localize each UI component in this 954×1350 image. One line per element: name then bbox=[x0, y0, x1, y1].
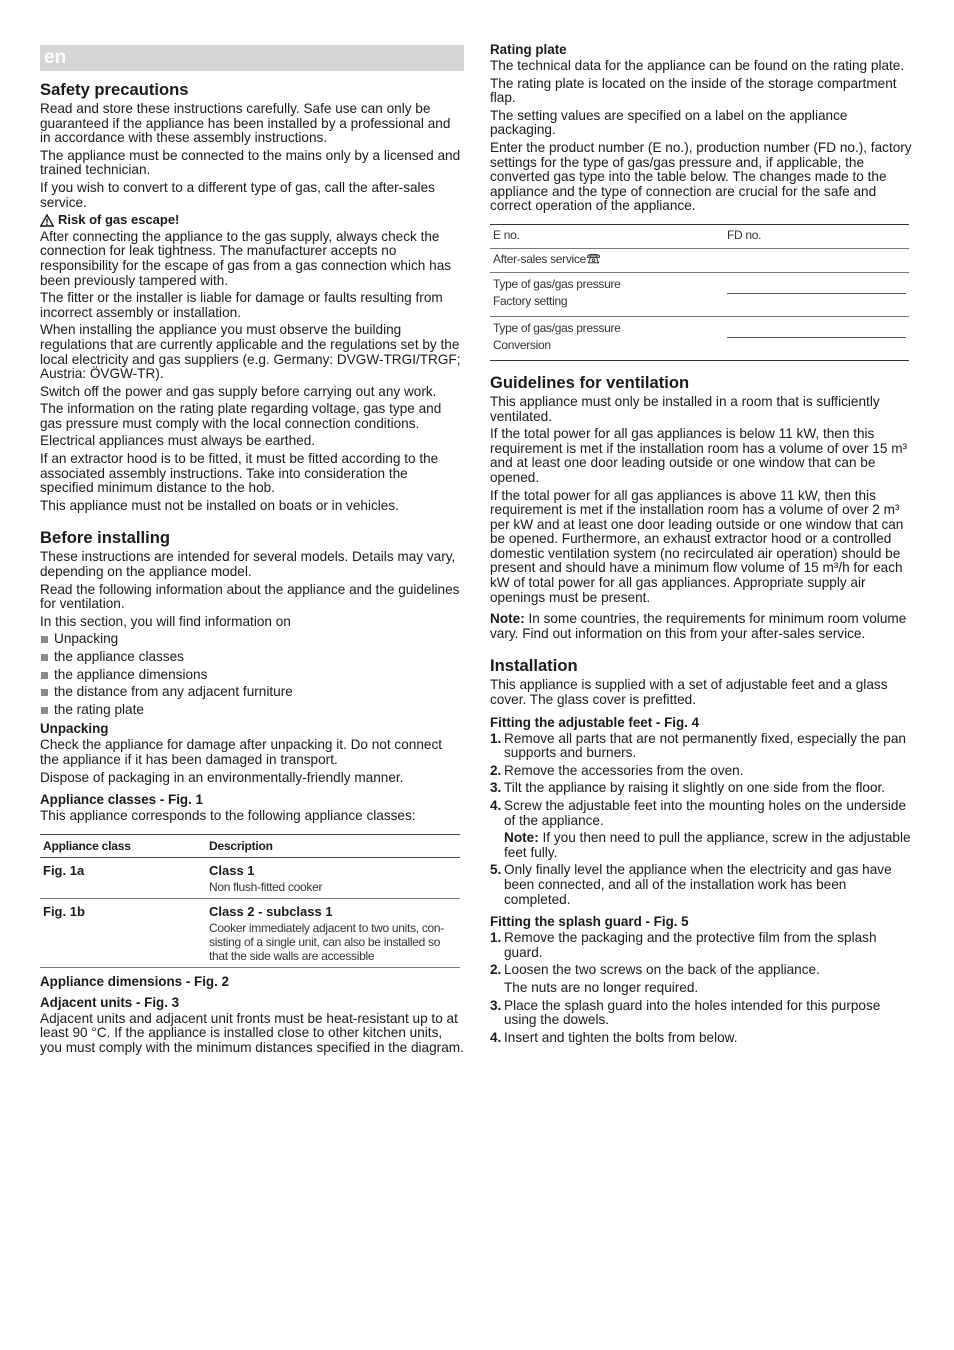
factory-input-line bbox=[727, 273, 906, 294]
fd-no-label: FD no. bbox=[724, 224, 909, 248]
feet-title: Fitting the adjustable feet - Fig. 4 bbox=[490, 714, 700, 730]
table-row bbox=[490, 272, 909, 316]
ventilation-title: Guidelines for ventilation bbox=[490, 372, 690, 392]
safety-w3: When installing the appliance you must observe the building regulations that are currently applicable and the regulations set by the local electricity and gas suppliers (e.g. Germany: DVGW-TRGI/TRGF; Austria: ÖVGW-TR). bbox=[40, 322, 461, 382]
splash-title: Fitting the splash guard - Fig. 5 bbox=[490, 914, 689, 930]
list-item: Unpacking bbox=[40, 632, 464, 647]
e-no-label: E no. bbox=[490, 224, 724, 248]
splash-steps-cont bbox=[490, 999, 914, 1046]
safety-w7: If an extractor hood is to be fitted, it must be fitted according to the associated assembly instructions. Take into consideration the specified minimum distance to the hob. bbox=[40, 451, 439, 496]
unpacking-title: Unpacking bbox=[40, 721, 109, 737]
safety-w5: The information on the rating plate regarding voltage, gas type and gas pressure must comply with the local connection conditions. bbox=[40, 401, 442, 431]
appliance-class-table bbox=[40, 834, 460, 968]
safety-w4: Switch off the power and gas supply before carrying out any work. bbox=[40, 383, 437, 399]
before-title: Before installing bbox=[40, 528, 171, 548]
conversion-value-cell bbox=[724, 316, 909, 360]
safety-p2: The appliance must be connected to the mains only by a licensed and trained technician. bbox=[40, 147, 461, 178]
list-item: 4. Insert and tighten the bolts from below. bbox=[490, 1029, 738, 1045]
before-p3: In this section, you will find information on bbox=[40, 613, 291, 629]
rating-p1: The technical data for the appliance can be found on the rating plate. bbox=[490, 58, 905, 73]
ventilation-p3: If the total power for all gas appliances is above 11 kW, then this requirement is met if the installation room has a volume of over 2 m³ per kW and at least one door leading outside or one window that can be opened. Furthermore, an exhaust extractor hood or a controlled domestic ventilation system (no recirculated air operation) should be present and should have a minimum flow volume of 15 m³/h for each kW of total power for all gas appliances. Appropriate supply air openings must be present. bbox=[490, 487, 904, 605]
splash-steps bbox=[490, 931, 914, 978]
safety-w1: After connecting the appliance to the gas supply, always check the connection for leak tightness. The manufacturer accepts no responsibility for the escape of gas from a gas connection which has been previously tampered with. bbox=[40, 228, 452, 288]
rating-p4: Enter the product number (E no.), production number (FD no.), factory settings for the type of gas/gas pressure and, if applicable, the converted gas type into the table below. The changes made to the appliance and the type of connection are crucial for the safe and correct operation of the appliance. bbox=[490, 139, 912, 214]
class-fig: Fig. 1a bbox=[40, 858, 206, 899]
class-fig: Fig. 1b bbox=[40, 898, 206, 967]
ventilation-p1: This appliance must only be installed in a room that is sufficiently ventilated. bbox=[490, 393, 880, 424]
list-item: 2. Remove the accessories from the oven. bbox=[490, 762, 744, 778]
warning-title: Risk of gas escape! bbox=[58, 212, 180, 228]
conversion-label: Conversion bbox=[493, 337, 551, 352]
conversion-input-line bbox=[727, 317, 906, 338]
left-column bbox=[40, 42, 464, 1058]
safety-title: Safety precautions bbox=[40, 80, 189, 99]
phone-icon bbox=[586, 252, 601, 264]
factory-value-cell bbox=[724, 272, 909, 316]
table-row bbox=[40, 858, 460, 899]
gas-type-label: Type of gas/gas pressure bbox=[493, 320, 621, 335]
rating-p3: The setting values are specified on a label on the appliance packaging. bbox=[490, 107, 848, 138]
safety-w6: Electrical appliances must always be earthed. bbox=[40, 433, 316, 449]
list-item: the distance from any adjacent furniture bbox=[40, 685, 464, 700]
table-header-description: Description bbox=[206, 834, 460, 858]
safety-p3: If you wish to convert to a different type of gas, call the after-sales service. bbox=[40, 179, 435, 210]
table-header-class: Appliance class bbox=[40, 834, 206, 858]
ventilation-note: Note: In some countries, the requirements for minimum room volume vary. Find out information on this from your after-sales service. bbox=[490, 611, 907, 641]
rating-plate-table bbox=[490, 224, 909, 361]
list-item: 5. Only finally level the appliance when the electricity and gas have been connected, and all of the installation work has been completed. bbox=[490, 862, 892, 907]
list-item: 1. Remove all parts that are not permanently fixed, especially the pan supports and burners. bbox=[490, 730, 906, 761]
bullet-square-icon bbox=[41, 707, 48, 714]
table-row bbox=[490, 248, 909, 272]
adjacent-title: Adjacent units - Fig. 3 bbox=[40, 994, 180, 1010]
unpacking-p2: Dispose of packaging in an environmentally-friendly manner. bbox=[40, 769, 404, 785]
rating-p2: The rating plate is located on the inside of the storage compartment flap. bbox=[490, 75, 897, 106]
before-p1: These instructions are intended for several models. Details may vary, depending on the appliance model. bbox=[40, 549, 456, 580]
unpacking-p1: Check the appliance for damage after unpacking it. Do not connect the appliance if it has been damaged in transport. bbox=[40, 737, 443, 767]
before-p2: Read the following information about the appliance and the guidelines for ventilation. bbox=[40, 581, 460, 612]
installation-p1: This appliance is supplied with a set of adjustable feet and a glass cover. The glass cover is prefitted. bbox=[490, 677, 888, 708]
service-cell bbox=[490, 248, 909, 272]
list-item: 4. Screw the adjustable feet into the mounting holes on the underside of the appliance. bbox=[490, 798, 907, 828]
safety-p1: Read and store these instructions carefully. Safe use can only be guaranteed if the appliance has been installed by a professional and in accordance with these assembly instructions. bbox=[40, 101, 451, 146]
table-row bbox=[490, 316, 909, 360]
list-item: the appliance classes bbox=[40, 650, 464, 665]
table-row bbox=[40, 898, 460, 967]
service-label: After-sales service bbox=[493, 251, 586, 266]
language-bar bbox=[40, 45, 464, 71]
rating-title: Rating plate bbox=[490, 42, 567, 57]
class-desc: Non flush-fitted cooker bbox=[209, 879, 323, 894]
table-row bbox=[490, 224, 909, 248]
feet-steps bbox=[490, 732, 914, 829]
gas-warning-heading bbox=[40, 213, 464, 228]
ventilation-p2: If the total power for all gas appliances is below 11 kW, then this requirement is met if the installation room has a volume of over 15 m³ and at least one door leading outside or one window that can be opened. bbox=[490, 426, 908, 485]
bullet-square-icon bbox=[41, 654, 48, 661]
dimensions-title: Appliance dimensions - Fig. 2 bbox=[40, 973, 229, 989]
classes-title: Appliance classes - Fig. 1 bbox=[40, 792, 203, 808]
class-name: Class 2 - subclass 1 bbox=[209, 903, 333, 919]
language-code: en bbox=[44, 47, 67, 68]
factory-cell bbox=[490, 272, 724, 316]
bullet-square-icon bbox=[41, 636, 48, 643]
list-item: the appliance dimensions bbox=[40, 668, 464, 683]
list-item: 2. Loosen the two screws on the back of the appliance. bbox=[490, 962, 820, 978]
feet-steps-cont bbox=[490, 863, 914, 907]
class-description-cell bbox=[206, 858, 460, 899]
right-column bbox=[490, 42, 914, 1048]
before-list bbox=[40, 632, 464, 717]
feet-note: Note: If you then need to pull the appliance, screw in the adjustable feet fully. bbox=[504, 830, 911, 860]
class-name: Class 1 bbox=[209, 863, 255, 879]
list-item: 3. Tilt the appliance by raising it slightly on one side from the floor. bbox=[490, 780, 886, 796]
list-item: the rating plate bbox=[40, 703, 464, 718]
list-item: 1. Remove the packaging and the protective film from the splash guard. bbox=[490, 930, 877, 960]
installation-title: Installation bbox=[490, 656, 578, 676]
list-item: 3. Place the splash guard into the holes intended for this purpose using the dowels. bbox=[490, 997, 881, 1028]
conversion-cell bbox=[490, 316, 724, 360]
factory-setting-label: Factory setting bbox=[493, 293, 568, 308]
safety-w2: The fitter or the installer is liable for damage or faults resulting from incorrect assembly or installation. bbox=[40, 290, 443, 320]
splash-sub: The nuts are no longer required. bbox=[504, 979, 699, 995]
class-description-cell bbox=[206, 898, 460, 967]
classes-p: This appliance corresponds to the following appliance classes: bbox=[40, 808, 416, 824]
adjacent-p: Adjacent units and adjacent unit fronts must be heat-resistant up to at least 90 °C. If the appliance is installed close to other kitchen units, you must comply with the minimum distances specified in the diagram. bbox=[40, 1010, 464, 1055]
class-desc: Cooker immediately adjacent to two units, con-sisting of a single unit, can also be installed so that the side walls are accessible bbox=[209, 920, 444, 963]
gas-type-label: Type of gas/gas pressure bbox=[493, 276, 621, 291]
warning-triangle-icon bbox=[40, 214, 54, 227]
safety-w8: This appliance must not be installed on boats or in vehicles. bbox=[40, 497, 399, 513]
bullet-square-icon bbox=[41, 689, 48, 696]
bullet-square-icon bbox=[41, 672, 48, 679]
